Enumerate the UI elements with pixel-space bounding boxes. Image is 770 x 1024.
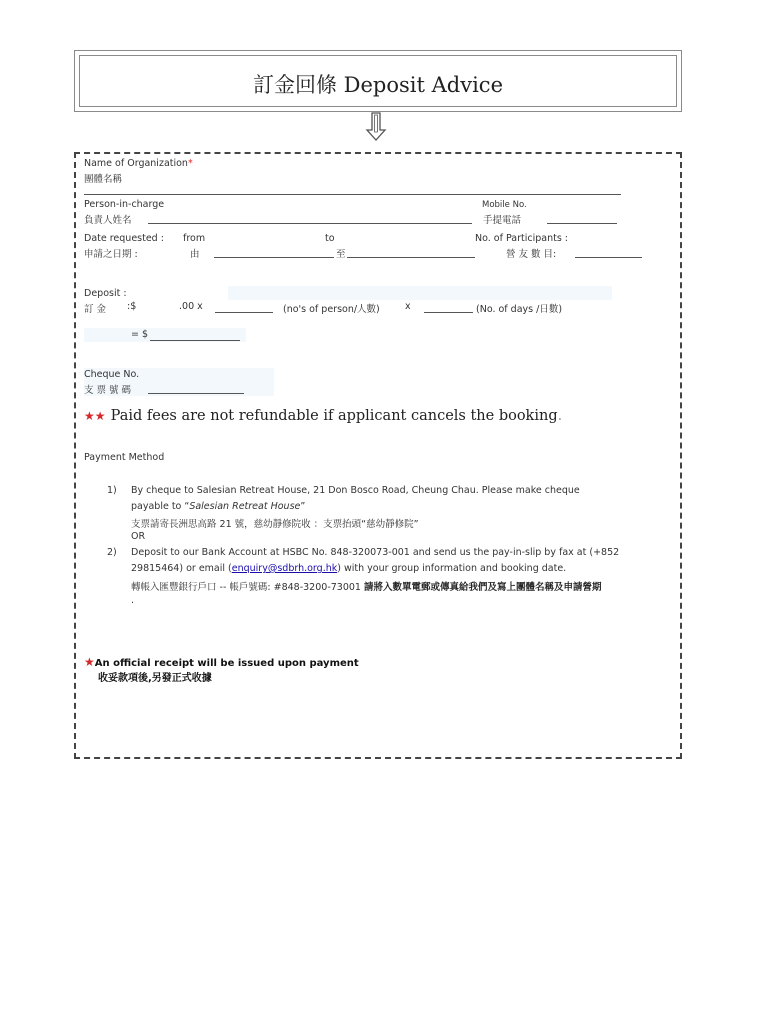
title-box [74,50,682,112]
cheque-label-zh: 支 票 號 碼 [84,385,132,396]
payment-item1-line1: By cheque to Salesian Retreat House, 21 Don Bosco Road, Cheung Chau. Please make cheque [131,485,580,496]
date-to-input-line[interactable] [347,257,475,258]
payment-item1-line2: payable to “Salesian Retreat House” [131,501,306,512]
mobile-label: Mobile No. [482,200,527,210]
total-input-line[interactable] [150,340,240,341]
star-icon: ★★ [84,409,106,423]
date-from-label-zh: 由 [190,249,200,260]
payee-name: Salesian Retreat House [189,501,301,512]
person-in-charge-label-zh: 負責人姓名 [84,215,132,226]
date-from-label: from [183,233,206,244]
date-to-label: to [325,233,335,244]
mobile-label-zh: 手提電話 [483,215,522,226]
days-label: (No. of days /日數) [476,304,563,315]
date-from-input-line[interactable] [214,257,334,258]
payment-item2-line1: Deposit to our Bank Account at HSBC No. 848-320073-001 and send us the pay-in-slip by fax at (+852 [131,547,620,558]
cheque-label: Cheque No. [84,369,140,380]
person-in-charge-label: Person-in-charge [84,199,165,210]
page-title: 訂金回條 Deposit Advice [252,73,503,97]
refund-notice: ★★ Paid fees are not refundable if applicant cancels the booking. [84,408,563,424]
deposit-label: Deposit : [84,288,127,299]
receipt-notice: ★An official receipt will be issued upon payment [84,655,359,669]
participants-label-zh: 營 友 數 目: [506,249,557,260]
times-symbol: x [405,301,411,312]
participants-label: No. of Participants : [475,233,568,244]
deposit-label-zh: 訂 金 [84,304,107,315]
star-icon: ★ [84,655,95,669]
persons-input-line[interactable] [215,312,273,313]
deposit-shaded-field [228,286,612,300]
mobile-input-line[interactable] [547,223,617,224]
participants-input-line[interactable] [575,257,642,258]
cheque-input-line[interactable] [148,393,244,394]
payment-item2-line2: 29815464) or email (enquiry@sdbrh.org.hk) with your group information and booking date. [131,563,567,574]
email-link[interactable]: enquiry@sdbrh.org.hk [231,563,338,574]
down-arrow-icon [365,112,387,142]
payment-method-heading: Payment Method [84,452,165,463]
organization-label: Name of Organization* [84,158,193,169]
persons-label: (no's of person/人數) [283,304,380,315]
payment-item2-dot: . [131,595,135,606]
total-prefix: = $ [131,329,149,340]
payment-item1-number: 1) [107,485,117,496]
person-in-charge-input-line[interactable] [148,223,472,224]
deposit-currency: :$ [127,301,137,312]
payment-item2-number: 2) [107,547,117,558]
date-requested-label: Date requested : [84,233,164,244]
payment-item1-zh: 支票請寄長洲思高路 21 號，慈幼靜修院收 ：支票抬頭“慈幼靜修院” [131,519,419,530]
days-input-line[interactable] [424,312,473,313]
payment-or: OR [131,531,146,542]
date-requested-label-zh: 申請之日期 : [84,249,138,260]
date-to-label-zh: 至 [336,249,346,260]
deposit-rate: .00 x [179,301,203,312]
payment-item2-zh: 轉帳入匯豐銀行戶口 -- 帳戶號碼: #848-3200-73001 請將入數單電郵或傳真給我們及寫上團體名稱及申請營期 [131,582,602,593]
organization-input-line[interactable] [84,194,621,195]
organization-label-zh: 團體名稱 [84,174,123,185]
receipt-notice-zh: 收妥款項後,另發正式收據 [98,673,212,684]
